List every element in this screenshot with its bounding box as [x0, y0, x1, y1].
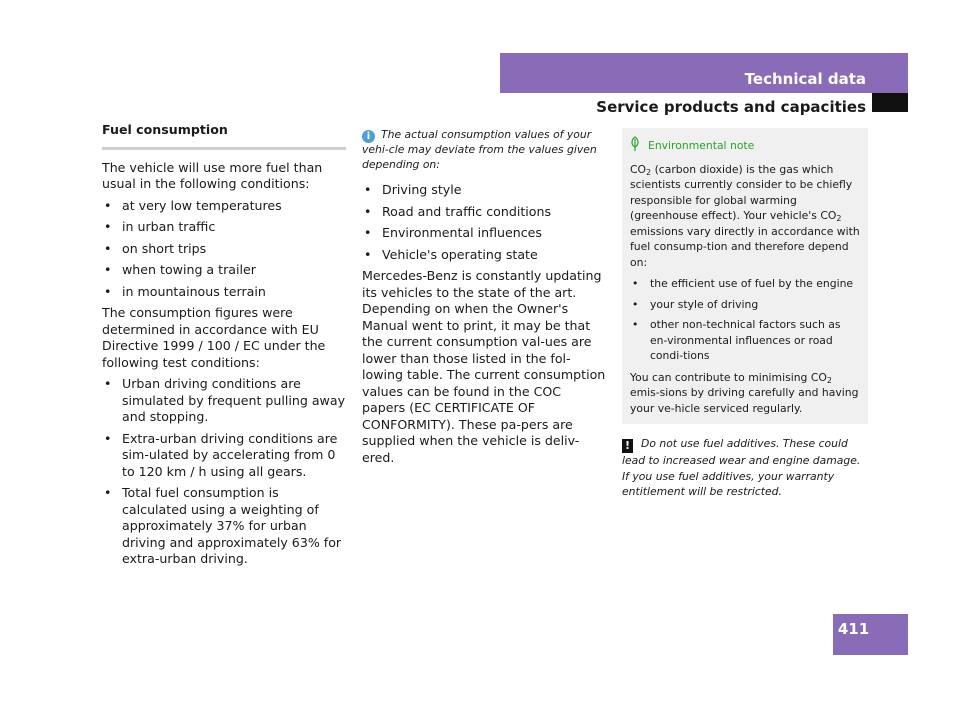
section-title: Technical data — [744, 70, 866, 88]
list-item: • other non-technical factors such as en-vironmental influences or road condi-tions — [630, 317, 860, 364]
heading-divider — [102, 147, 346, 150]
env-paragraph-1: $CO_2$ (carbon dioxide) is the gas which scientists currently consider to be chiefly responsible for global warming (greenhouse effect). Your vehicle's $CO_2$ emissions vary directly in accordance with fuel consump-tion and therefore depend on: — [630, 162, 860, 269]
factors-list — [362, 182, 606, 263]
list-item: • when towing a trailer — [102, 262, 346, 279]
list-item: • Urban driving conditions are simulated by frequent pulling away and stopping. — [102, 376, 346, 426]
warning-text: Do not use fuel additives. These could lead to increased wear and engine damage. If you use fuel additives, your warranty entitlement will be restricted. — [622, 437, 861, 498]
intro-paragraph: The vehicle will use more fuel than usual in the following conditions: — [102, 159, 323, 191]
env-paragraph-2: You can contribute to minimising $CO_2$ emis-sions by driving carefully and having your ve-hicle serviced regularly. — [630, 370, 859, 415]
update-paragraph: Mercedes-Benz is constantly updating its vehicles to the state of the art. Depending on when the Owner's Manual went to print, it may be that the current consumption val-ues are lower than those listed in the fol-lowing table. The current consumption values can be found in the COC papers (EC CERTIFICATE OF CONFORMITY). These pa-pers are supplied when the vehicle is deliv-ered. — [362, 268, 606, 465]
list-item: • Environmental influences — [362, 225, 606, 242]
column-notes — [622, 128, 868, 500]
list-item: • on short trips — [102, 241, 346, 258]
list-item: • the efficient use of fuel by the engine — [630, 276, 860, 292]
list-item: • Driving style — [362, 182, 606, 199]
list-item: • at very low temperatures — [102, 198, 346, 215]
info-note — [362, 128, 606, 172]
column-fuel-consumption — [102, 122, 346, 573]
directive-paragraph: The consumption figures were determined in accordance with EU Directive 1999 / 100 / EC under the following test conditions: — [102, 305, 326, 370]
info-note-text: The actual consumption values of your vehi-cle may deviate from the values given depending on: — [362, 128, 597, 171]
list-item: • Road and traffic conditions — [362, 204, 606, 221]
environmental-note-title: Environmental note — [648, 139, 755, 152]
environmental-note-heading — [630, 136, 860, 154]
page-title: Service products and capacities — [596, 98, 866, 116]
list-item: • in mountainous terrain — [102, 284, 346, 301]
list-item: • Extra-urban driving conditions are sim-ulated by accelerating from 0 to 120 km / h using all gears. — [102, 431, 346, 481]
list-item: • Total fuel consumption is calculated using a weighting of approximately 37% for urban driving and approximately 63% for extra-urban driving. — [102, 485, 346, 568]
info-icon: i — [362, 130, 375, 143]
header-marker — [872, 93, 908, 112]
conditions-list — [102, 198, 346, 301]
warning-icon: ! — [622, 439, 633, 453]
warning-note — [622, 436, 868, 500]
page-number: 411 — [837, 620, 870, 638]
list-item: • in urban traffic — [102, 219, 346, 236]
column-consumption-values — [362, 128, 606, 471]
env-list — [630, 276, 860, 364]
section-heading: Fuel consumption — [102, 122, 228, 137]
list-item: • Vehicle's operating state — [362, 247, 606, 264]
test-conditions-list — [102, 376, 346, 568]
list-item: • your style of driving — [630, 297, 860, 313]
leaf-icon — [630, 136, 640, 152]
environmental-note-box — [622, 128, 868, 424]
